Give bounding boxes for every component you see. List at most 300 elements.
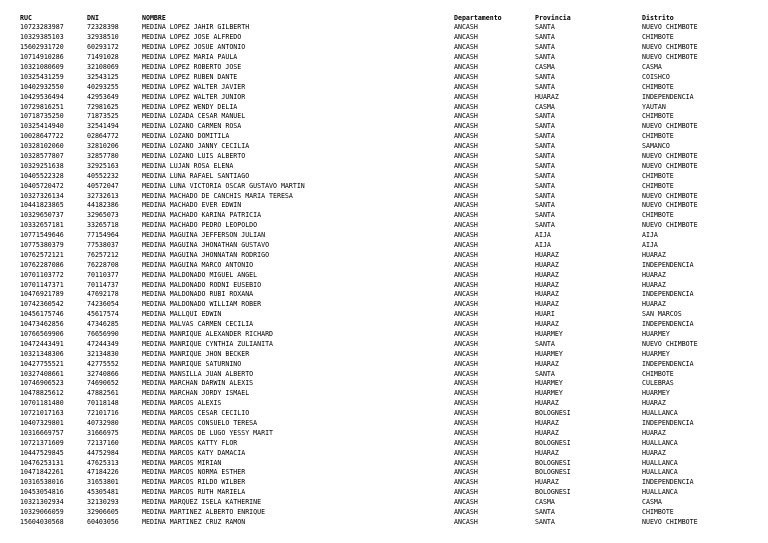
table-row: [0, 251, 768, 261]
cell-provincia: HUARAZ: [535, 320, 559, 329]
cell-departamento: ANCASH: [454, 201, 478, 210]
cell-distrito: NUEVO CHIMBOTE: [642, 23, 698, 32]
cell-provincia: HUARAZ: [535, 92, 559, 101]
table-row: [0, 508, 768, 518]
cell-departamento: ANCASH: [454, 231, 478, 240]
cell-provincia: SANTA: [535, 171, 555, 180]
cell-nombre: MEDINA LOPEZ MARIA PAULA: [142, 53, 238, 62]
cell-departamento: ANCASH: [454, 339, 478, 348]
table-row: [0, 53, 768, 63]
cell-ruc: 10456175746: [20, 310, 64, 319]
table-row: [0, 379, 768, 389]
cell-provincia: AIJA: [535, 231, 551, 240]
cell-nombre: MEDINA LOPEZ ROBERTO JOSE: [142, 62, 242, 71]
cell-dni: 45617574: [87, 310, 119, 319]
cell-ruc: 10718735250: [20, 112, 64, 121]
cell-departamento: ANCASH: [454, 161, 478, 170]
cell-distrito: NUEVO CHIMBOTE: [642, 191, 698, 200]
cell-dni: 77538037: [87, 240, 119, 249]
cell-distrito: COISHCO: [642, 72, 670, 81]
cell-distrito: HUALLANCA: [642, 458, 678, 467]
cell-nombre: MEDINA MALDONADO WILLIAM ROBER: [142, 300, 262, 309]
cell-provincia: HUARAZ: [535, 359, 559, 368]
cell-departamento: ANCASH: [454, 349, 478, 358]
cell-departamento: ANCASH: [454, 498, 478, 507]
cell-dni: 47882561: [87, 389, 119, 398]
cell-nombre: MEDINA LOPEZ WALTER JUNIOR: [142, 92, 246, 101]
cell-nombre: MEDINA MANRIQUE ALEXANDER RICHARD: [142, 330, 274, 338]
cell-ruc: 10762287086: [20, 260, 64, 269]
cell-dni: 32108069: [87, 62, 119, 71]
table-header: [0, 14, 768, 24]
cell-ruc: 10447529845: [20, 448, 64, 457]
cell-ruc: 10329066059: [20, 508, 64, 517]
cell-departamento: ANCASH: [454, 23, 478, 32]
cell-provincia: CASMA: [535, 62, 555, 71]
cell-ruc: 15604030568: [20, 517, 64, 526]
cell-provincia: SANTA: [535, 33, 555, 42]
cell-distrito: CHIMBOTE: [642, 112, 674, 121]
table-row: [0, 449, 768, 459]
cell-departamento: ANCASH: [454, 33, 478, 42]
cell-provincia: SANTA: [535, 142, 555, 151]
cell-dni: 72137160: [87, 438, 119, 447]
cell-ruc: 10701181480: [20, 399, 64, 408]
cell-dni: 40293255: [87, 82, 119, 91]
cell-dni: 47692178: [87, 290, 119, 299]
cell-dni: 70114737: [87, 280, 119, 289]
cell-distrito: HUARAZ: [642, 250, 666, 259]
cell-ruc: 10478825612: [20, 389, 64, 398]
cell-departamento: ANCASH: [454, 211, 478, 220]
cell-distrito: CHIMBOTE: [642, 508, 674, 517]
cell-distrito: HUARMEY: [642, 349, 670, 358]
cell-dni: 74690652: [87, 379, 119, 388]
cell-ruc: 10701147371: [20, 280, 64, 289]
cell-dni: 42953649: [87, 92, 119, 101]
cell-departamento: ANCASH: [454, 82, 478, 91]
cell-dni: 32925163: [87, 161, 119, 170]
cell-departamento: ANCASH: [454, 320, 478, 329]
cell-distrito: CASMA: [642, 62, 662, 71]
cell-distrito: INDEPENDENCIA: [642, 359, 694, 368]
cell-distrito: AIJA: [642, 240, 658, 249]
cell-dni: 70118148: [87, 399, 119, 408]
cell-departamento: ANCASH: [454, 260, 478, 269]
cell-dni: 32732613: [87, 191, 119, 200]
table-row: [0, 300, 768, 310]
cell-provincia: HUARMEY: [535, 379, 563, 388]
cell-departamento: ANCASH: [454, 270, 478, 279]
cell-provincia: SANTA: [535, 132, 555, 141]
cell-provincia: BOLOGNESI: [535, 468, 571, 477]
cell-departamento: ANCASH: [454, 468, 478, 477]
table-row: [0, 162, 768, 172]
cell-ruc: 10471842261: [20, 468, 64, 477]
table-row: [0, 83, 768, 93]
cell-dni: 32541494: [87, 122, 119, 131]
table-row: [0, 211, 768, 221]
cell-ruc: 10321080609: [20, 62, 64, 71]
header-nombre: NOMBRE: [142, 13, 166, 22]
table-row: [0, 399, 768, 409]
cell-provincia: HUARAZ: [535, 290, 559, 299]
cell-nombre: MEDINA LOPEZ JOSUE ANTONIO: [142, 43, 246, 52]
cell-nombre: MEDINA MALDONADO RODNI EUSEBIO: [142, 280, 262, 289]
cell-nombre: MEDINA MARCHAN JORDY ISMAEL: [142, 389, 250, 398]
cell-nombre: MEDINA MANRIQUE CYNTHIA ZULIANITA: [142, 339, 274, 348]
cell-distrito: CASMA: [642, 498, 662, 507]
cell-ruc: 10729816251: [20, 102, 64, 111]
cell-distrito: CHIMBOTE: [642, 132, 674, 141]
cell-distrito: AIJA: [642, 231, 658, 240]
table-row: [0, 192, 768, 202]
cell-ruc: 10332657181: [20, 221, 64, 230]
cell-departamento: ANCASH: [454, 488, 478, 497]
cell-nombre: MEDINA MARQUEZ ISELA KATHERINE: [142, 498, 262, 507]
header-provincia: Provincia: [535, 13, 571, 22]
table-row: [0, 132, 768, 142]
table-row: [0, 112, 768, 122]
cell-dni: 71873525: [87, 112, 119, 121]
table-row: [0, 33, 768, 43]
cell-nombre: MEDINA MALLQUI EDWIN: [142, 310, 222, 319]
cell-distrito: NUEVO CHIMBOTE: [642, 53, 698, 62]
cell-dni: 76257212: [87, 250, 119, 259]
cell-departamento: ANCASH: [454, 508, 478, 517]
cell-nombre: MEDINA LOZANO JANNY CECILIA: [142, 142, 250, 151]
cell-ruc: 10329650737: [20, 211, 64, 220]
cell-departamento: ANCASH: [454, 409, 478, 418]
cell-ruc: 10327326134: [20, 191, 64, 200]
cell-provincia: SANTA: [535, 508, 555, 517]
cell-distrito: NUEVO CHIMBOTE: [642, 517, 698, 526]
cell-dni: 32810206: [87, 142, 119, 151]
cell-distrito: HUALLANCA: [642, 409, 678, 418]
cell-ruc: 10762572121: [20, 250, 64, 259]
cell-nombre: MEDINA MACHADO EVER EDWIN: [142, 201, 242, 210]
cell-distrito: NUEVO CHIMBOTE: [642, 151, 698, 160]
cell-departamento: ANCASH: [454, 448, 478, 457]
cell-nombre: MEDINA MAGUIÑA JHONNATAN RODRIGO: [142, 250, 270, 259]
cell-dni: 45305481: [87, 488, 119, 497]
table-row: [0, 152, 768, 162]
cell-nombre: MEDINA MARCOS NORMA ESTHER: [142, 468, 246, 477]
cell-distrito: NUEVO CHIMBOTE: [642, 339, 698, 348]
table-row: [0, 320, 768, 330]
cell-provincia: HUARMEY: [535, 349, 563, 358]
cell-distrito: YAUTAN: [642, 102, 666, 111]
cell-nombre: MEDINA MARCOS ALEXIS: [142, 399, 222, 408]
cell-departamento: ANCASH: [454, 151, 478, 160]
cell-provincia: SANTA: [535, 211, 555, 220]
cell-departamento: ANCASH: [454, 250, 478, 259]
table-row: [0, 439, 768, 449]
cell-departamento: ANCASH: [454, 438, 478, 447]
cell-nombre: MEDINA MARCOS DE LUGO YESSY MARIT: [142, 428, 274, 437]
cell-nombre: MEDINA MALVAS CARMEN CECILIA: [142, 320, 254, 329]
cell-departamento: ANCASH: [454, 142, 478, 151]
cell-ruc: 10766569906: [20, 330, 64, 338]
cell-nombre: MEDINA LOZANO LUIS ALBERTO: [142, 151, 246, 160]
cell-provincia: BOLOGNESI: [535, 438, 571, 447]
table-row: [0, 389, 768, 399]
cell-provincia: HUARAZ: [535, 280, 559, 289]
cell-departamento: ANCASH: [454, 290, 478, 299]
cell-provincia: BOLOGNESI: [535, 458, 571, 467]
cell-provincia: SANTA: [535, 517, 555, 526]
cell-dni: 47346285: [87, 320, 119, 329]
cell-ruc: 10775380379: [20, 240, 64, 249]
cell-dni: 40552232: [87, 171, 119, 180]
cell-provincia: HUARAZ: [535, 399, 559, 408]
cell-provincia: HUARI: [535, 310, 555, 319]
cell-nombre: MEDINA LOPEZ JAHIR GILBERTH: [142, 23, 250, 32]
cell-provincia: SANTA: [535, 151, 555, 160]
cell-distrito: INDEPENDENCIA: [642, 92, 694, 101]
table-row: [0, 122, 768, 132]
table-row: [0, 290, 768, 300]
cell-provincia: SANTA: [535, 201, 555, 210]
cell-nombre: MEDINA MARCOS KATTY FLOR: [142, 438, 238, 447]
cell-nombre: MEDINA LUJAN ROSA ELENA: [142, 161, 234, 170]
cell-dni: 44182386: [87, 201, 119, 210]
table-row: [0, 498, 768, 508]
cell-distrito: NUEVO CHIMBOTE: [642, 221, 698, 230]
cell-departamento: ANCASH: [454, 191, 478, 200]
cell-distrito: INDEPENDENCIA: [642, 260, 694, 269]
cell-nombre: MEDINA LUNA RAFAEL SANTIAGO: [142, 171, 250, 180]
cell-provincia: SANTA: [535, 53, 555, 62]
cell-departamento: ANCASH: [454, 478, 478, 487]
table-row: [0, 488, 768, 498]
cell-nombre: MEDINA MACHADO PEDRO LEOPOLDO: [142, 221, 258, 230]
cell-departamento: ANCASH: [454, 389, 478, 398]
cell-provincia: SANTA: [535, 112, 555, 121]
cell-nombre: MEDINA LOZANO DOMITILA: [142, 132, 230, 141]
cell-departamento: ANCASH: [454, 62, 478, 71]
cell-nombre: MEDINA MARCOS CONSUELO TERESA: [142, 419, 258, 428]
cell-ruc: 10453054816: [20, 488, 64, 497]
cell-ruc: 10723283987: [20, 23, 64, 32]
table-row: [0, 468, 768, 478]
cell-ruc: 10476921789: [20, 290, 64, 299]
cell-dni: 76228708: [87, 260, 119, 269]
cell-departamento: ANCASH: [454, 280, 478, 289]
cell-distrito: SAN MARCOS: [642, 310, 682, 319]
cell-provincia: HUARAZ: [535, 478, 559, 487]
cell-departamento: ANCASH: [454, 399, 478, 408]
cell-dni: 71491028: [87, 53, 119, 62]
cell-distrito: SAMANCO: [642, 142, 670, 151]
cell-nombre: MEDINA MAGUIÑA JEFFERSON JULIAN: [142, 231, 266, 240]
cell-ruc: 10328102060: [20, 142, 64, 151]
cell-ruc: 10472443491: [20, 339, 64, 348]
table-row: [0, 172, 768, 182]
cell-ruc: 10402932550: [20, 82, 64, 91]
table-row: [0, 360, 768, 370]
cell-nombre: MEDINA MALDONADO MIGUEL ANGEL: [142, 270, 258, 279]
cell-departamento: ANCASH: [454, 181, 478, 190]
cell-distrito: NUEVO CHIMBOTE: [642, 43, 698, 52]
table-row: [0, 93, 768, 103]
cell-ruc: 10746906523: [20, 379, 64, 388]
cell-departamento: ANCASH: [454, 300, 478, 309]
cell-ruc: 10316669757: [20, 428, 64, 437]
cell-departamento: ANCASH: [454, 122, 478, 131]
cell-dni: 70110377: [87, 270, 119, 279]
cell-provincia: CASMA: [535, 498, 555, 507]
cell-nombre: MEDINA MALDONADO RUBI ROXANA: [142, 290, 254, 299]
header-ruc: RUC: [20, 13, 32, 22]
table-row: [0, 23, 768, 33]
cell-departamento: ANCASH: [454, 132, 478, 141]
cell-departamento: ANCASH: [454, 240, 478, 249]
cell-nombre: MEDINA MACHADO DE CANCHIS MARIA TERESA: [142, 191, 293, 200]
table-row: [0, 182, 768, 192]
cell-nombre: MEDINA MAGUIÑA JHONATHAN GUSTAVO: [142, 240, 270, 249]
cell-dni: 77154964: [87, 231, 119, 240]
cell-ruc: 10325431259: [20, 72, 64, 81]
table-row: [0, 310, 768, 320]
cell-distrito: NUEVO CHIMBOTE: [642, 122, 698, 131]
table-row: [0, 478, 768, 488]
table-row: [0, 419, 768, 429]
cell-nombre: MEDINA MARCHAN DARWIN ALEXIS: [142, 379, 254, 388]
header-dni: DNI: [87, 13, 99, 22]
cell-provincia: BOLOGNESI: [535, 488, 571, 497]
header-departamento: Departamento: [454, 13, 502, 22]
cell-provincia: SANTA: [535, 339, 555, 348]
cell-provincia: SANTA: [535, 191, 555, 200]
cell-distrito: NUEVO CHIMBOTE: [642, 161, 698, 170]
cell-dni: 47244349: [87, 339, 119, 348]
table-row: [0, 370, 768, 380]
table-row: [0, 63, 768, 73]
cell-nombre: MEDINA MARTINEZ ALBERTO ENRIQUE: [142, 508, 266, 517]
cell-provincia: HUARAZ: [535, 300, 559, 309]
cell-nombre: MEDINA LUNA VICTORIA OSCAR GUSTAVO MARTIN: [142, 181, 305, 190]
cell-distrito: CHIMBOTE: [642, 181, 674, 190]
cell-provincia: SANTA: [535, 221, 555, 230]
cell-dni: 31666975: [87, 428, 119, 437]
table-row: [0, 330, 768, 340]
cell-dni: 60403056: [87, 517, 119, 526]
cell-nombre: MEDINA LOPEZ RUBEN DANTE: [142, 72, 238, 81]
cell-departamento: ANCASH: [454, 72, 478, 81]
cell-dni: 40572047: [87, 181, 119, 190]
cell-departamento: ANCASH: [454, 53, 478, 62]
cell-nombre: MEDINA MAGUIÑA MARCO ANTONIO: [142, 260, 254, 269]
cell-departamento: ANCASH: [454, 458, 478, 467]
cell-dni: 47184226: [87, 468, 119, 477]
cell-dni: 32965073: [87, 211, 119, 220]
cell-departamento: ANCASH: [454, 419, 478, 428]
cell-ruc: 10329385103: [20, 33, 64, 42]
cell-ruc: 10441823865: [20, 201, 64, 210]
cell-provincia: HUARMEY: [535, 330, 563, 338]
cell-distrito: INDEPENDENCIA: [642, 478, 694, 487]
cell-dni: 33265718: [87, 221, 119, 230]
cell-ruc: 10407329801: [20, 419, 64, 428]
cell-dni: 02864772: [87, 132, 119, 141]
header-distrito: Distrito: [642, 13, 674, 22]
cell-dni: 32857780: [87, 151, 119, 160]
cell-provincia: HUARAZ: [535, 250, 559, 259]
cell-distrito: HUARAZ: [642, 280, 666, 289]
cell-ruc: 10714910286: [20, 53, 64, 62]
table-row: [0, 221, 768, 231]
cell-distrito: HUARAZ: [642, 448, 666, 457]
cell-distrito: HUALLANCA: [642, 468, 678, 477]
cell-provincia: AIJA: [535, 240, 551, 249]
table-row: [0, 73, 768, 83]
cell-departamento: ANCASH: [454, 359, 478, 368]
cell-nombre: MEDINA MANSILLA JUAN ALBERTO: [142, 369, 254, 378]
cell-distrito: HUALLANCA: [642, 438, 678, 447]
cell-dni: 72328398: [87, 23, 119, 32]
cell-dni: 32906605: [87, 508, 119, 517]
cell-provincia: SANTA: [535, 82, 555, 91]
cell-dni: 32740866: [87, 369, 119, 378]
cell-departamento: ANCASH: [454, 379, 478, 388]
table-row: [0, 271, 768, 281]
cell-distrito: NUEVO CHIMBOTE: [642, 201, 698, 210]
cell-provincia: CASMA: [535, 102, 555, 111]
cell-distrito: INDEPENDENCIA: [642, 320, 694, 329]
cell-provincia: SANTA: [535, 369, 555, 378]
cell-departamento: ANCASH: [454, 330, 478, 338]
cell-ruc: 10329251638: [20, 161, 64, 170]
cell-dni: 44752984: [87, 448, 119, 457]
table-row: [0, 261, 768, 271]
cell-provincia: HUARAZ: [535, 260, 559, 269]
table-row: [0, 350, 768, 360]
cell-dni: 72101716: [87, 409, 119, 418]
cell-dni: 32130293: [87, 498, 119, 507]
cell-ruc: 10316538016: [20, 478, 64, 487]
table-row: [0, 43, 768, 53]
cell-nombre: MEDINA LOPEZ WALTER JAVIER: [142, 82, 246, 91]
cell-dni: 32134830: [87, 349, 119, 358]
cell-provincia: HUARAZ: [535, 270, 559, 279]
cell-ruc: 10321348306: [20, 349, 64, 358]
cell-nombre: MEDINA MARCOS KATY DAMACIA: [142, 448, 246, 457]
cell-dni: 74236054: [87, 300, 119, 309]
cell-provincia: SANTA: [535, 72, 555, 81]
cell-distrito: CHIMBOTE: [642, 211, 674, 220]
cell-dni: 32938510: [87, 33, 119, 42]
cell-provincia: SANTA: [535, 181, 555, 190]
cell-nombre: MEDINA LOZANO CARMEN ROSA: [142, 122, 242, 131]
cell-ruc: 10028647722: [20, 132, 64, 141]
cell-ruc: 10476253131: [20, 458, 64, 467]
table-row: [0, 201, 768, 211]
table-row: [0, 518, 768, 528]
cell-nombre: MEDINA MARCOS RILDO WILBER: [142, 478, 246, 487]
cell-provincia: HUARAZ: [535, 428, 559, 437]
cell-ruc: 10405720472: [20, 181, 64, 190]
table-row: [0, 103, 768, 113]
cell-nombre: MEDINA MANRIQUE SATURNINO: [142, 359, 242, 368]
cell-distrito: HUALLANCA: [642, 488, 678, 497]
cell-nombre: MEDINA LOPEZ WENDY DELIA: [142, 102, 238, 111]
cell-departamento: ANCASH: [454, 92, 478, 101]
cell-distrito: HUARAZ: [642, 428, 666, 437]
cell-nombre: MEDINA LOZADA CESAR MANUEL: [142, 112, 246, 121]
cell-ruc: 10327408661: [20, 369, 64, 378]
cell-provincia: SANTA: [535, 161, 555, 170]
